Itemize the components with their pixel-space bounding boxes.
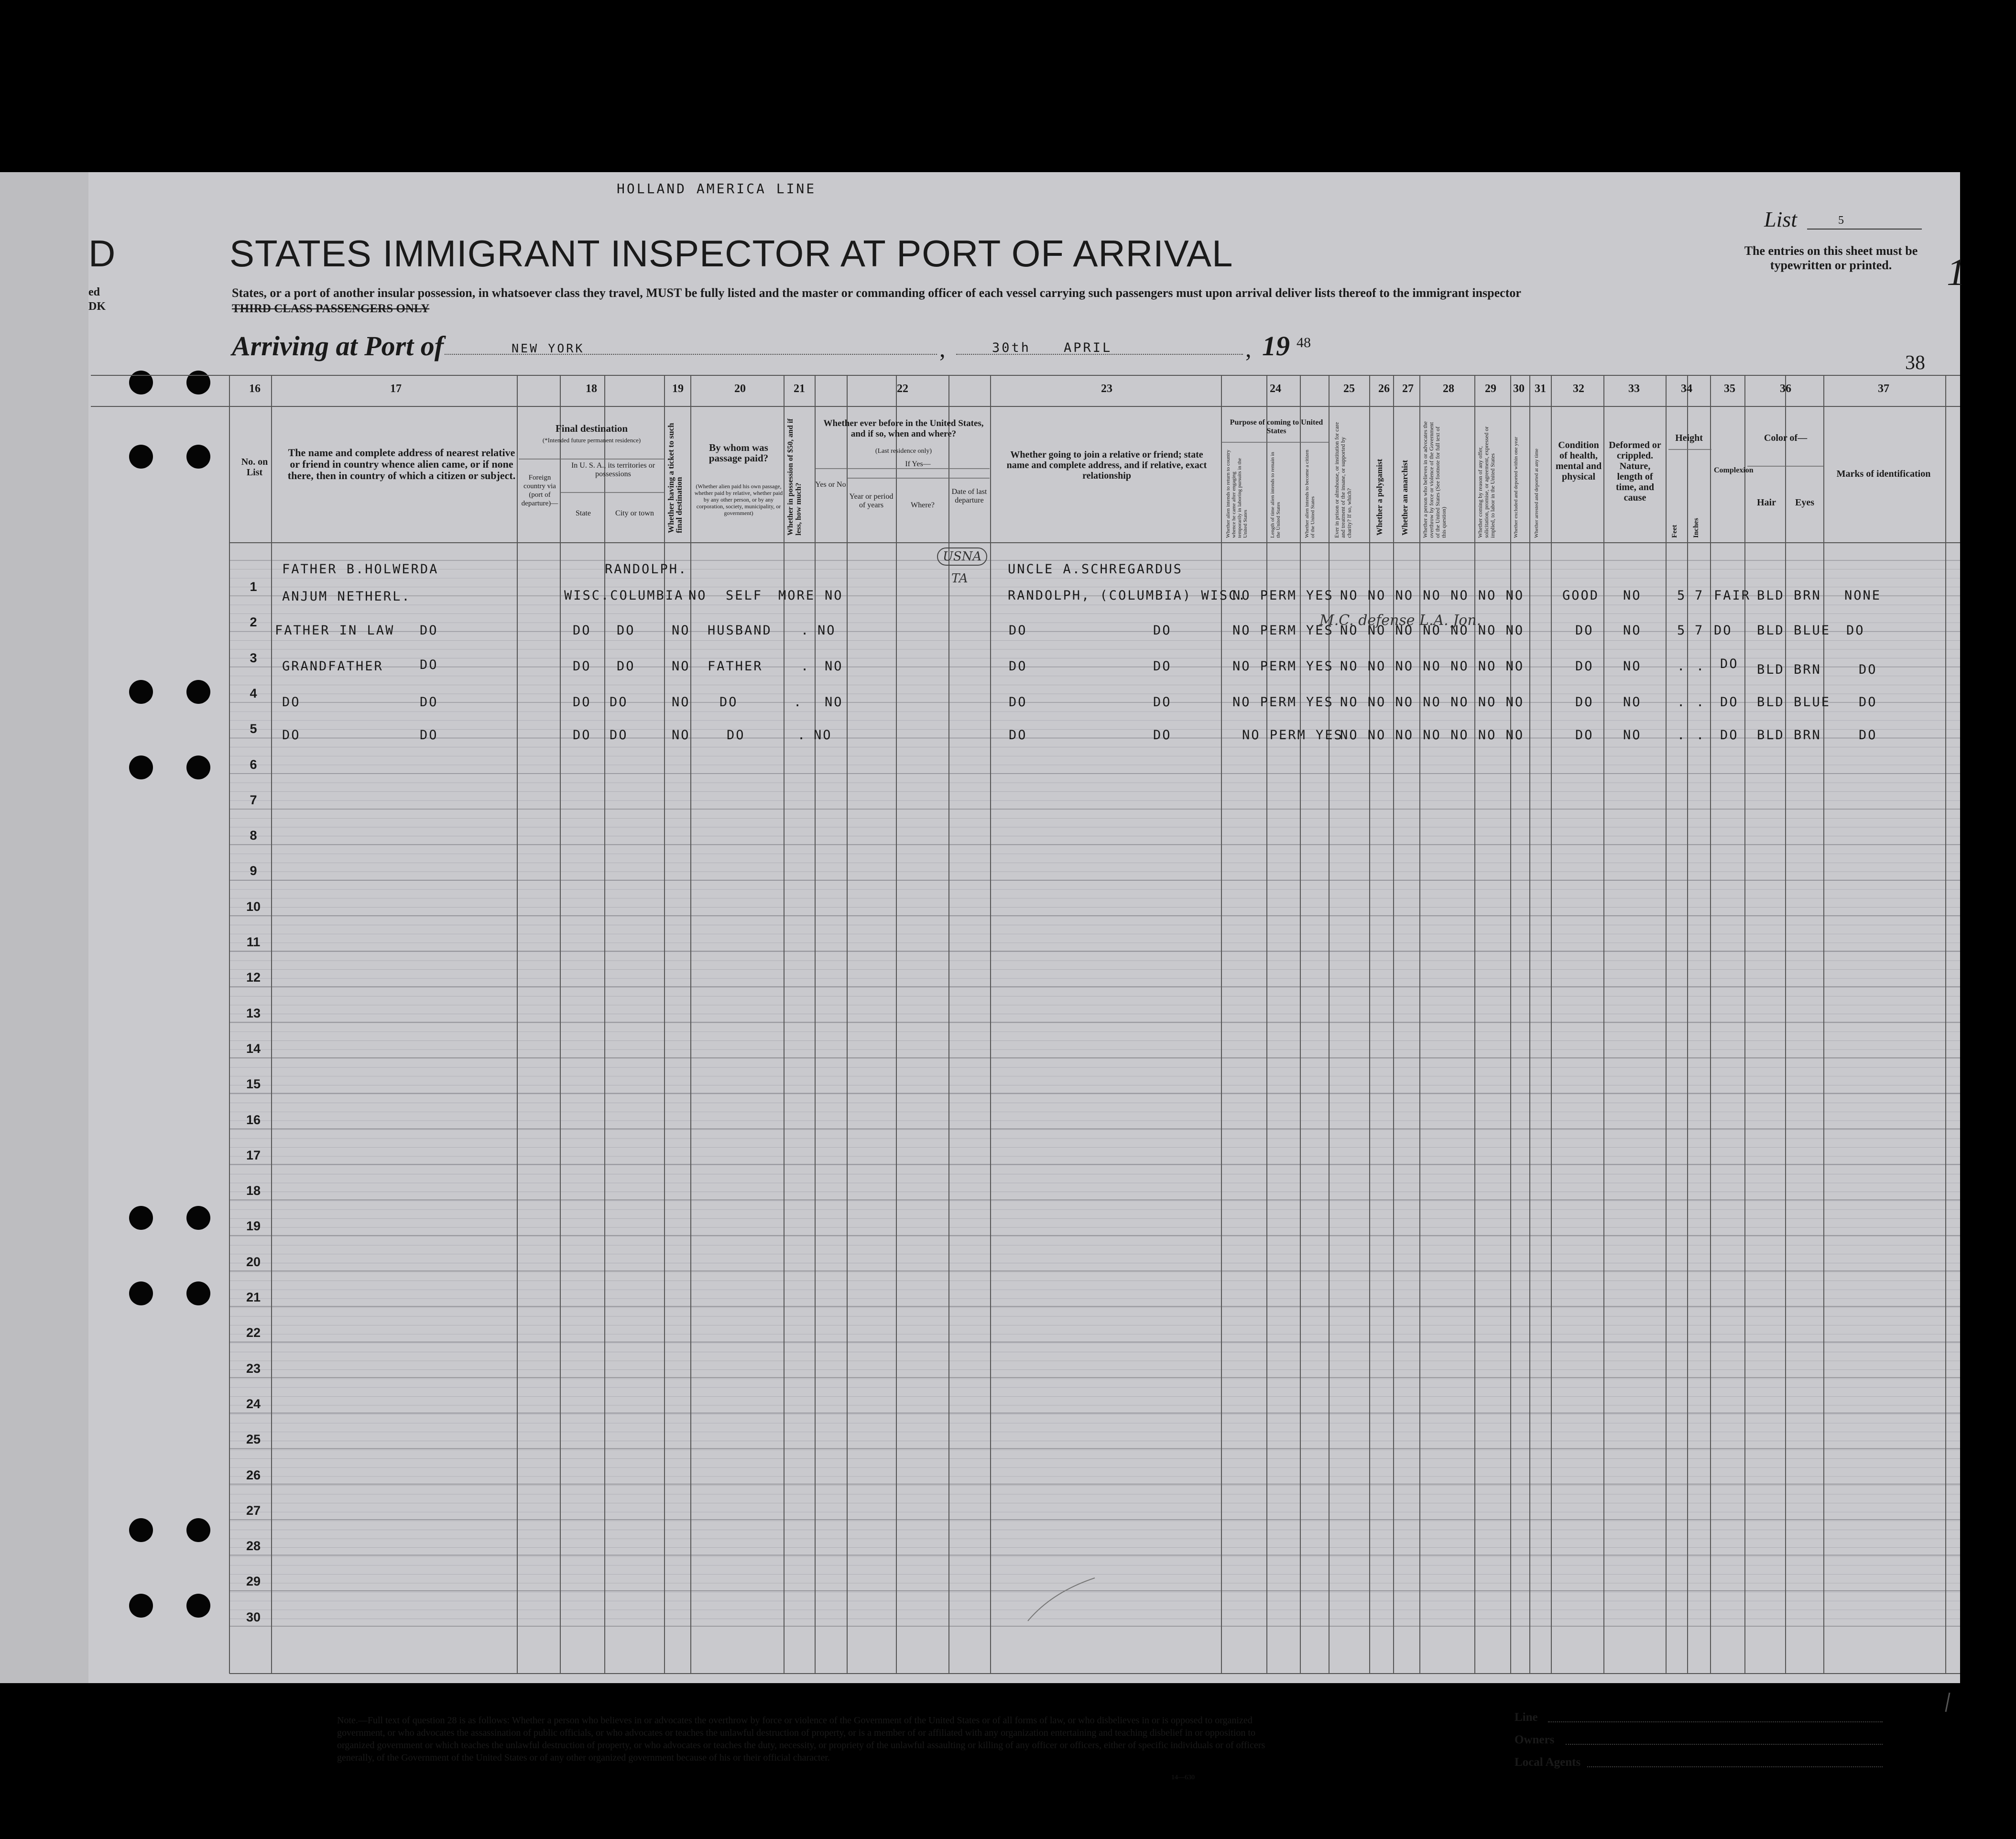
handwritten-annotation: M.C. defense L.A. Jon. — [1319, 612, 1482, 629]
health: GOOD — [1562, 588, 1600, 603]
height-inches: 7 — [1695, 588, 1704, 603]
column-number: 22 — [897, 383, 908, 395]
relative-ditto: DO — [420, 657, 438, 672]
row-number: 14 — [246, 1041, 261, 1056]
owners-field — [1566, 1744, 1883, 1745]
no-on-list-header: No. on List — [241, 457, 268, 478]
line-label: Line — [1515, 1711, 1538, 1724]
punch-hole — [129, 680, 153, 704]
column-number: 16 — [249, 383, 261, 395]
state-city: WISC.COLUMBIA — [564, 588, 684, 603]
paid-by: DO — [719, 695, 738, 710]
column-number: 28 — [1443, 383, 1454, 395]
punch-hole — [186, 680, 210, 704]
year-suffix: 48 — [1297, 335, 1311, 350]
money: . — [794, 695, 803, 710]
money: MORE — [778, 588, 816, 603]
ticket: NO — [672, 695, 690, 710]
year-prefix: 19 — [1262, 330, 1290, 361]
ticket: NO — [672, 728, 690, 743]
row-number: 12 — [246, 970, 261, 985]
punch-hole — [129, 371, 153, 394]
column-number: 26 — [1378, 383, 1390, 395]
column-number: 34 — [1681, 383, 1692, 395]
list-underline — [1807, 229, 1922, 230]
relative-header: The name and complete address of nearest relative or friend in country whence alien came, or if none there, then in country of which a citizen or subject. — [287, 447, 516, 482]
money: . — [801, 623, 810, 638]
color-header: Color of— — [1764, 433, 1808, 443]
yes-no-header: Yes or No — [815, 481, 846, 489]
eyes: BRN — [1794, 728, 1821, 743]
typewritten-instruction: The entries on this sheet must be typewritten or printed. — [1744, 244, 1918, 272]
column-number: 35 — [1724, 383, 1735, 395]
column-number: 20 — [734, 383, 746, 395]
column-number: 32 — [1573, 383, 1584, 395]
before-in-us: NO — [825, 659, 843, 674]
state: DO — [573, 659, 591, 674]
passage-paid-note: (Whether alien paid his own passage, whether paid by relative, whether paid by any other person, or by any corporation, society, municipality, or government) — [694, 483, 783, 516]
punch-hole — [186, 371, 210, 394]
years-header: Year or period of years — [849, 493, 894, 509]
height-inches: . — [1696, 695, 1706, 710]
row-number: 23 — [246, 1361, 261, 1376]
joining-ditto: DO — [1153, 728, 1172, 743]
handwritten-usna: USNA — [937, 547, 987, 566]
row-number: 28 — [246, 1539, 261, 1554]
column-number: 18 — [586, 383, 597, 395]
deformed: NO — [1623, 695, 1642, 710]
ticket-header: Whether having a ticket to such final destination — [666, 423, 684, 533]
purpose: NO PERM YES — [1232, 623, 1334, 638]
row-number: 20 — [246, 1254, 261, 1269]
height-feet: . — [1677, 728, 1687, 743]
joining-ditto: DO — [1153, 659, 1172, 674]
health: DO — [1575, 695, 1594, 710]
punch-hole — [129, 1206, 153, 1230]
state: DO — [573, 623, 591, 638]
class-stamp: THIRD CLASS PASSENGERS ONLY — [232, 302, 430, 315]
usa-header: In U. S. A., its territories or possessions — [571, 461, 655, 478]
return-header: Whether alien intends to return to country whence he came after engaging temporarily in laboring pursuits in the United States — [1225, 449, 1248, 538]
inches-header: Inches — [1692, 518, 1700, 538]
city: DO — [617, 659, 635, 674]
relative-ditto: DO — [420, 728, 438, 743]
height-inches: . — [1696, 728, 1706, 743]
row-number: 11 — [246, 935, 261, 949]
hair-header: Hair — [1757, 497, 1776, 508]
health-header: Condition of health, mental and physical — [1555, 440, 1602, 482]
where-header: Where? — [911, 501, 935, 509]
punch-hole — [129, 445, 153, 469]
row-number: 3 — [250, 650, 257, 665]
purpose: NO PERM YES — [1232, 659, 1334, 674]
length-of-stay-header: Length of time alien intends to remain in the United States — [1270, 452, 1281, 538]
punch-hole — [186, 445, 210, 469]
eyes: BRN — [1794, 662, 1821, 677]
city: DO — [610, 728, 628, 743]
row-number: 10 — [246, 899, 261, 914]
column-number: 23 — [1101, 383, 1112, 395]
joining-line1: UNCLE A.SCHREGARDUS — [1008, 562, 1183, 577]
row-number: 6 — [250, 757, 257, 772]
punch-hole — [129, 1281, 153, 1305]
comma: , — [939, 335, 946, 362]
hair: BLD — [1757, 588, 1785, 603]
state: DO — [573, 728, 591, 743]
marks: DO — [1846, 623, 1865, 638]
questions-25-31: NO NO NO NO NO NO NO — [1340, 728, 1525, 743]
column-number: 24 — [1270, 383, 1281, 395]
joining: DO — [1009, 623, 1027, 638]
questions-25-31: NO NO NO NO NO NO NO — [1340, 588, 1525, 603]
state: DO — [573, 695, 591, 710]
paid-by: SELF — [726, 588, 763, 603]
relative: DO — [282, 728, 301, 743]
joining-ditto: DO — [1153, 695, 1172, 710]
column-number: 21 — [794, 383, 805, 395]
passage-paid-header: By whom was passage paid? — [708, 442, 769, 464]
row-number: 30 — [246, 1609, 261, 1624]
ticket: NO — [672, 659, 690, 674]
questions-25-31: NO NO NO NO NO NO NO — [1340, 623, 1525, 638]
binding-strip — [0, 172, 88, 1683]
joining-header: Whether going to join a relative or friend; state name and complete address, and if relative, exact relationship — [1006, 449, 1207, 481]
column-number: 17 — [390, 383, 402, 395]
before-in-us: NO — [825, 695, 843, 710]
relative-line1: FATHER B.HOLWERDA — [282, 562, 439, 577]
foreign-country-header: Foreign country via (port of departure)— — [521, 474, 558, 507]
column-number: 37 — [1878, 383, 1889, 395]
purpose: NO PERM YES — [1232, 695, 1334, 710]
height-feet: . — [1677, 659, 1687, 674]
row-number: 17 — [246, 1148, 261, 1162]
page-title: STATES IMMIGRANT INSPECTOR AT PORT OF ARRIVAL — [229, 232, 1233, 274]
polygamist-header: Whether a polygamist — [1375, 459, 1384, 536]
hair: BLD — [1757, 623, 1785, 638]
height-feet: 5 — [1677, 588, 1687, 603]
line-stamp: HOLLAND AMERICA LINE — [617, 181, 817, 197]
before-in-us: NO — [817, 623, 836, 638]
anarchist-header: Whether an anarchist — [1400, 460, 1409, 536]
punch-hole — [186, 1594, 210, 1618]
purpose: NO PERM YES — [1242, 728, 1343, 743]
row-number: 26 — [246, 1467, 261, 1482]
column-number: 25 — [1343, 383, 1355, 395]
row-number: 21 — [246, 1290, 261, 1304]
before-in-us-header: Whether ever before in the United States, and if so, when and where? — [823, 418, 984, 439]
column-number: 33 — [1628, 383, 1640, 395]
paid-by: DO — [727, 728, 745, 743]
questions-25-31: NO NO NO NO NO NO NO — [1340, 695, 1525, 710]
relative-line2: ANJUM NETHERL. — [282, 589, 411, 604]
joining: DO — [1009, 659, 1027, 674]
relative-ditto: DO — [420, 695, 438, 710]
height-inches: 7 — [1695, 623, 1704, 638]
list-number: 5 — [1838, 214, 1844, 227]
city: DO — [617, 623, 635, 638]
punch-hole — [129, 1594, 153, 1618]
row-number: 1 — [250, 580, 257, 594]
complexion: FAIR — [1714, 588, 1751, 603]
row-number: 29 — [246, 1574, 261, 1589]
city-line1: RANDOLPH. — [605, 562, 688, 577]
column-number: 19 — [672, 383, 684, 395]
agents-label: Local Agents — [1515, 1756, 1581, 1769]
complexion: DO — [1720, 695, 1739, 710]
form-number: 14—630 — [1171, 1774, 1195, 1781]
paid-by: FATHER — [708, 659, 763, 674]
row-number: 7 — [250, 792, 257, 807]
punch-hole — [186, 1281, 210, 1305]
ticket: NO — [672, 623, 690, 638]
punch-hole — [186, 1518, 210, 1542]
joining: DO — [1009, 695, 1027, 710]
row-number: 2 — [250, 615, 257, 630]
left-edge-text: DK — [88, 300, 106, 313]
marks: DO — [1859, 662, 1877, 677]
joining-ditto: DO — [1153, 623, 1172, 638]
purpose-header: Purpose of coming to United States — [1230, 418, 1323, 435]
health: DO — [1575, 728, 1594, 743]
punch-hole — [186, 755, 210, 779]
owners-label: Owners — [1515, 1733, 1555, 1746]
row-number: 9 — [250, 864, 257, 878]
complexion: DO — [1714, 623, 1733, 638]
state-header: State — [576, 509, 591, 517]
height-header: Height — [1675, 433, 1703, 443]
list-label: List — [1764, 207, 1798, 231]
column-number: 36 — [1780, 383, 1791, 395]
agents-field — [1587, 1766, 1883, 1767]
row-number: 27 — [246, 1503, 261, 1518]
punch-hole — [129, 1518, 153, 1542]
row-number: 22 — [246, 1325, 261, 1340]
height-inches: . — [1696, 659, 1706, 674]
eyes-header: Eyes — [1795, 497, 1814, 508]
deported-header: Whether arrested and deported at any time — [1534, 449, 1539, 538]
excluded-header: Whether excluded and deported within one year — [1513, 437, 1519, 538]
health: DO — [1575, 623, 1594, 638]
marks: DO — [1859, 728, 1877, 743]
hair: BLD — [1757, 662, 1785, 677]
relative: DO — [282, 695, 301, 710]
overthrow-header: Whether a person who believes in or advocates the overthrow by force or violence of the Government of the United States (See footnote for full text of this question) — [1422, 421, 1447, 538]
row-number: 18 — [246, 1183, 261, 1198]
punch-hole — [186, 1206, 210, 1230]
height-feet: 5 — [1677, 623, 1687, 638]
handwritten-ta: TA — [951, 571, 968, 586]
column-number: 31 — [1535, 383, 1546, 395]
column-number: 29 — [1485, 383, 1496, 395]
complexion-header: Complexion — [1714, 466, 1754, 474]
line-field — [1548, 1721, 1883, 1722]
before-in-us: NO — [814, 728, 832, 743]
manifest-sheet — [88, 172, 1960, 1683]
marks-header: Marks of identification — [1836, 469, 1931, 479]
row-number: 15 — [246, 1077, 261, 1092]
sheet-number: 38 — [1905, 352, 1925, 374]
subtitle: States, or a port of another insular possession, in whatsoever class they travel, MUST be fully listed and the master or commanding officer of each vessel carrying such passengers must upon arrival deliver lists thereof to the immigrant inspector — [232, 286, 1521, 300]
joining: DO — [1009, 728, 1027, 743]
joining-line2: RANDOLPH, (COLUMBIA) WISC. — [1008, 588, 1247, 603]
left-edge-text: ed — [88, 286, 100, 298]
marks: NONE — [1844, 588, 1882, 603]
margin-mark: 1 — [1947, 252, 1966, 294]
row-number: 8 — [250, 828, 257, 843]
row-number: 24 — [246, 1396, 261, 1411]
purpose: NO PERM YES — [1232, 588, 1334, 603]
hair: BLD — [1757, 728, 1785, 743]
money: . — [801, 659, 810, 674]
eyes: BLUE — [1794, 695, 1831, 710]
eyes: BLUE — [1794, 623, 1831, 638]
relative-ditto: DO — [420, 623, 438, 638]
punch-hole — [129, 755, 153, 779]
citizen-header: Whether alien intends to become a citizen of the United States — [1304, 449, 1316, 538]
deformed: NO — [1623, 659, 1642, 674]
deformed: NO — [1623, 728, 1642, 743]
relative: FATHER IN LAW — [275, 623, 395, 638]
last-departure-header: Date of last departure — [951, 488, 987, 504]
hair: BLD — [1757, 695, 1785, 710]
deformed: NO — [1623, 588, 1642, 603]
row-number: 13 — [246, 1006, 261, 1020]
comma: , — [1245, 335, 1252, 362]
labor-offer-header: Whether coming by reason of any offer, solicitation, promise, or agreement, expressed or implied, to labor in the United States — [1477, 426, 1496, 538]
row-number: 5 — [250, 722, 257, 736]
column-number: 27 — [1402, 383, 1414, 395]
questions-25-31: NO NO NO NO NO NO NO — [1340, 659, 1525, 674]
arrival-month: APRIL — [1064, 340, 1112, 355]
ticket: NO — [688, 588, 707, 603]
complexion: DO — [1720, 657, 1739, 671]
eyes: BRN — [1794, 588, 1821, 603]
relative: GRANDFATHER — [282, 659, 383, 674]
column-number: 30 — [1513, 383, 1525, 395]
health: DO — [1575, 659, 1594, 674]
complexion: DO — [1720, 728, 1739, 743]
money: . — [797, 728, 807, 743]
feet-header: Feet — [1671, 525, 1678, 538]
destination-note: (*Intended future permanent residence) — [542, 437, 641, 444]
row-number: 25 — [246, 1432, 261, 1447]
arriving-label: Arriving at Port of — [232, 330, 444, 361]
before-in-us-note: (Last residence only) — [875, 448, 932, 455]
before-in-us: NO — [825, 588, 843, 603]
deformed-header: Deformed or crippled. Nature, length of time, and cause — [1609, 440, 1661, 503]
city-header: City or town — [615, 509, 654, 517]
footnote: Note.—Full text of question 28 is as follows: Whether a person who believes in or advocates the overthrow by force or violence of the Government of the United States or of all forms of law, or who disbelieves in or is opposed to organized government, or who advocates the assassination of public officials, or who advocates or teaches the unlawful destruction of property, or is a member of or affiliated with any organization entertaining and teaching disbelief in or opposition to organized government or which teaches the unlawful destruction of property, or who advocates or teaches the duty, necessity, or propriety of the unlawful assaulting or killing of any officer or officers, either of specific individuals or of officers generally, of the Government of the United States or of any other organized government because of his or their official character. — [337, 1715, 1265, 1763]
row-number: 16 — [246, 1112, 261, 1127]
port-name: NEW YORK — [512, 341, 585, 355]
height-feet: . — [1677, 695, 1687, 710]
if-yes-header: If Yes— — [905, 460, 931, 468]
prison-header: Ever in prison or almshouse, or institution for care and treatment of the insane, or supported by charity? If so, which? — [1333, 422, 1352, 538]
marks: DO — [1859, 695, 1877, 710]
destination-header: Final destination — [555, 423, 628, 434]
row-number: 4 — [250, 686, 257, 701]
left-edge-fragment: D — [88, 232, 116, 274]
city: DO — [610, 695, 628, 710]
row-number: 19 — [246, 1219, 261, 1234]
deformed: NO — [1623, 623, 1642, 638]
arrival-day: 30th — [992, 340, 1031, 355]
money-header: Whether in possession of $50, and if less, how much? — [786, 418, 803, 536]
paid-by: HUSBAND — [708, 623, 772, 638]
